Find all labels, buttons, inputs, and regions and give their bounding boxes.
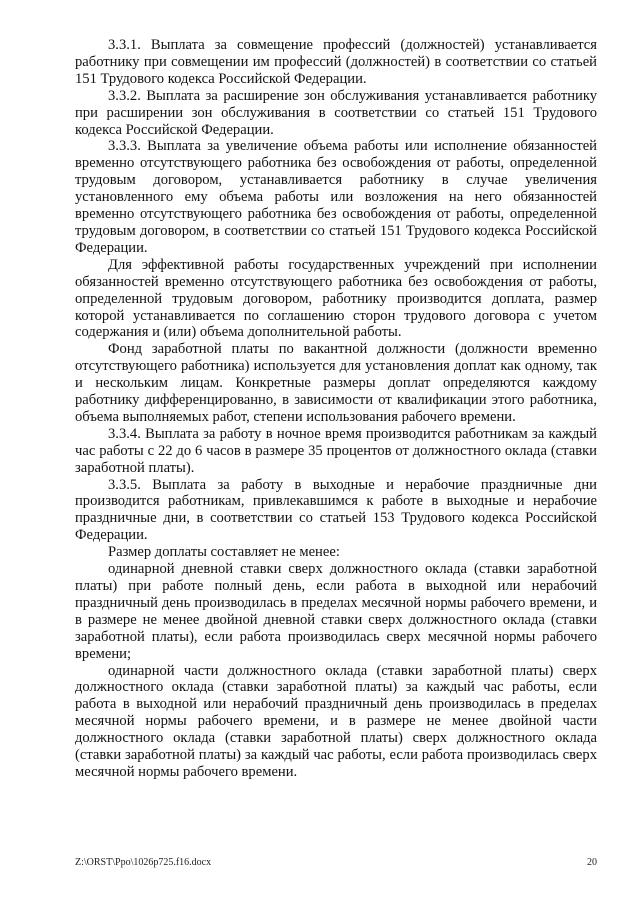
paragraph-3-3-4: 3.3.4. Выплата за работу в ночное время производится работникам за каждый час работы с 22 до 6 часов в размере 35 процентов от должностного оклада (ставки заработной платы).: [75, 425, 597, 476]
paragraph-3-3-2: 3.3.2. Выплата за расширение зон обслуживания устанавливается работнику при расширении зон обслуживания в соответствии со статьей 151 Трудового кодекса Российской Федерации.: [75, 87, 597, 138]
paragraph-daily-rate: одинарной дневной ставки сверх должностного оклада (ставки заработной платы) при работе полный день, если работа в выходной или нерабочий праздничный день производилась в пределах месячной нормы рабочего времени, и в размере не менее двойной дневной ставки сверх должностного оклада (ставки заработной платы), если работа производилась сверх месячной нормы рабочего времени;: [75, 561, 597, 662]
paragraph-3-3-3: 3.3.3. Выплата за увеличение объема работы или исполнение обязанностей временно отсутствующего работника без освобождения от работы, определенной трудовым договором, устанавливается работнику в случае увеличения установленного ему объема работы или возложения на него обязанностей временно отсутствующего работника без освобождения от работы, определенной трудовым договором, в соответствии со статьей 151 Трудового кодекса Российской Федерации.: [75, 138, 597, 256]
paragraph-hourly-rate: одинарной части должностного оклада (ставки заработной платы) сверх должностного оклада (ставки заработной платы) за каждый час работы, если работа в выходной или нерабочий праздничный день производилась в пределах месячной нормы рабочего времени, и в размере не менее двойной части должностного оклада (ставки заработной платы) сверх должностного оклада (ставки заработной платы) за каждый час работы, если работа производилась сверх месячной нормы рабочего времени.: [75, 662, 597, 780]
paragraph-3-3-5: 3.3.5. Выплата за работу в выходные и нерабочие праздничные дни производится работникам, привлекавшимся к работе в выходные и нерабочие праздничные дни, в соответствии со статьей 153 Трудового кодекса Российской Федерации.: [75, 476, 597, 544]
file-path: Z:\ORST\Ppo\1026p725.f16.docx: [75, 857, 212, 868]
paragraph-efficiency: Для эффективной работы государственных учреждений при исполнении обязанностей временно отсутствующего работника без освобождения от работы, определенной трудовым договором, работнику производится доплата, размер которой устанавливается по соглашению сторон трудового договора с учетом содержания и (или) объема дополнительной работы.: [75, 256, 597, 341]
page-footer: [75, 857, 597, 871]
page-number: 20: [587, 857, 597, 868]
paragraph-payroll-fund: Фонд заработной платы по вакантной должности (должности временно отсутствующего работника) используется для установления доплат как одному, так и нескольким лицам. Конкретные размеры доплат определяются каждому работнику дифференцированно, в зависимости от квалификации этого работника, объема выполняемых работ, степени использования рабочего времени.: [75, 341, 597, 425]
paragraph-payment-size: Размер доплаты составляет не менее:: [108, 544, 340, 561]
paragraph-3-3-1: 3.3.1. Выплата за совмещение профессий (должностей) устанавливается работнику при совмещении им профессий (должностей) в соответствии со статьей 151 Трудового кодекса Российской Федерации.: [75, 37, 597, 87]
document-body: [75, 37, 597, 781]
